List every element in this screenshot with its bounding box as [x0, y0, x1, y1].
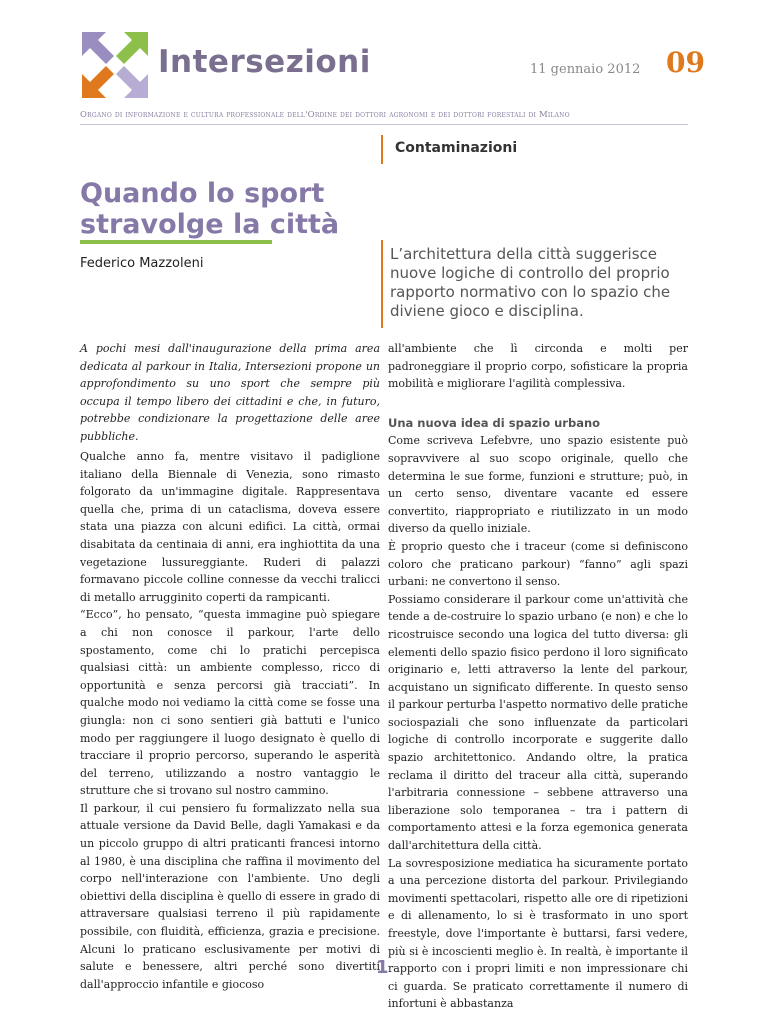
section-accent-bar — [381, 135, 383, 164]
brand-name: Intersezioni — [158, 44, 371, 80]
paragraph: Il parkour, il cui pensiero fu formalizzato nella sua attuale versione da David Belle, dagli Yamakasi e da un piccolo gruppo di altri praticanti francesi intorno al 1980, è una disciplina che raffina il movimento del corpo nell'interazione con l'ambiente. Uno degli obiettivi della disciplina è quello di essere in grado di attraversare qualsiasi terreno il più rapidamente possibile, con fluidità, efficienza, grazia e precisione. Alcuni lo praticano esclusivamente per motivi di salute e benessere, altri perché sono divertiti dall'approccio infantile e giocoso — [80, 801, 380, 991]
paragraph: È proprio questo che i traceur (come si definiscono coloro che praticano parkour) “fanno” agli spazi urbani: ne convertono il senso. — [388, 539, 688, 589]
title-underline — [80, 240, 272, 244]
page-number: 1 — [376, 957, 389, 978]
paragraph: Come scriveva Lefebvre, uno spazio esistente può sopravvivere al suo scopo originale, quello che determina le sue forme, funzioni e strutture; può, in un certo senso, diventare vacante ed essere convertito, riappropriato e riutilizzato in un modo diverso da quello iniziale. — [388, 434, 688, 536]
article-author: Federico Mazzoleni — [80, 256, 204, 271]
intersezioni-logo-icon — [80, 30, 150, 100]
issue-date: 11 gennaio 2012 — [530, 62, 641, 77]
paragraph: all'ambiente che lì circonda e molti per padroneggiare il proprio corpo, sofisticare la propria mobilità e migliorare l'agilità complessiva. — [388, 342, 688, 391]
issue-number: 09 — [666, 46, 705, 79]
article-teaser: L’architettura della città suggerisce nuove logiche di controllo del proprio rapporto normativo con lo spazio che diviene gioco e disciplina. — [390, 245, 671, 320]
section-subheading: Una nuova idea di spazio urbano — [388, 415, 601, 430]
header-divider — [80, 124, 688, 125]
spacer — [388, 393, 688, 415]
paragraph: La sovresposizione mediatica ha sicuramente portato a una percezione distorta del parkour. Privilegiando movimenti spettacolari, rispetto alle ore di ripetizioni e di allenamento, lo si è trasformato in uno sport freestyle, dove l'importante è buttarsi, farsi vedere, più si è incoscienti meglio è. In realtà, è importante il rapporto con i propri limiti e non impressionare chi ci guarda. Se praticato correttamente il numero di infortuni è abbastanza — [388, 856, 688, 1011]
paragraph: Qualche anno fa, mentre visitavo il padiglione italiano della Biennale di Venezia, sono rimasto folgorato da un'immagine digitale. Rappresentava quella che, prima di un cataclisma, doveva essere stata una piazza con alcuni edifici. La città, ormai disabitata da centinaia di anni, era inghiottita da una vegetazione lussureggiante. Ruderi di palazzi formavano piccole colline connesse da vecchi tralicci di metallo arrugginito coperti da rampicanti. — [80, 450, 380, 604]
section-label: Contaminazioni — [395, 140, 518, 156]
column-left — [80, 448, 380, 993]
paragraph: Possiamo considerare il parkour come un'attività che tende a de-costruire lo spazio urbano (e non) e che lo ricostruisce secondo una logica del tutto diversa: gli elementi dello spazio fisico perdono il loro significato originario e, letti attraverso la lente del parkour, acquistano un significato differente. In questo senso il parkour perturba l'aspetto normativo delle pratiche sociospaziali che sono influenzate da particolari logiche di controllo incorporate e suggerite dallo spazio architettonico. Andando oltre, la pratica reclama il diritto del traceur alla città, superando l'arbitraria connessione – sebbene attraverso una liberazione solo temporanea – tra i pattern di comportamento attesi e la forza egemonica generata dall'architettura della città. — [388, 592, 688, 853]
paragraph: “Ecco”, ho pensato, “questa immagine può spiegare a chi non conosce il parkour, l'arte dello spostamento, come chi lo pratichi percepisca qualsiasi città: un ambiente complesso, ricco di opportunità e senza percorsi già tracciati”. In qualche modo noi vediamo la città come se fosse una giungla: non ci sono sentieri già battuti e l'unico modo per raggiungere il luogo designato è quello di tracciare il proprio percorso, superando le asperità del terreno, utilizzando a nostro vantaggio le strutture che si trovano sul nostro cammino. — [80, 608, 380, 798]
teaser-accent-bar — [381, 240, 383, 328]
article-lead: A pochi mesi dall'inaugurazione della prima area dedicata al parkour in Italia, Intersezioni propone un approfondimento su uno sport che sempre più occupa il tempo libero dei cittadini e che, in futuro, potrebbe condizionare la progettazione delle aree pubbliche. — [80, 342, 380, 443]
publication-subtitle: Organo di informazione e cultura professionale dell'Ordine dei dottori agronomi e dei dottori forestali di Milano — [80, 110, 570, 120]
article-title: Quando lo sport stravolge la città — [80, 178, 340, 240]
column-right — [388, 340, 688, 1013]
